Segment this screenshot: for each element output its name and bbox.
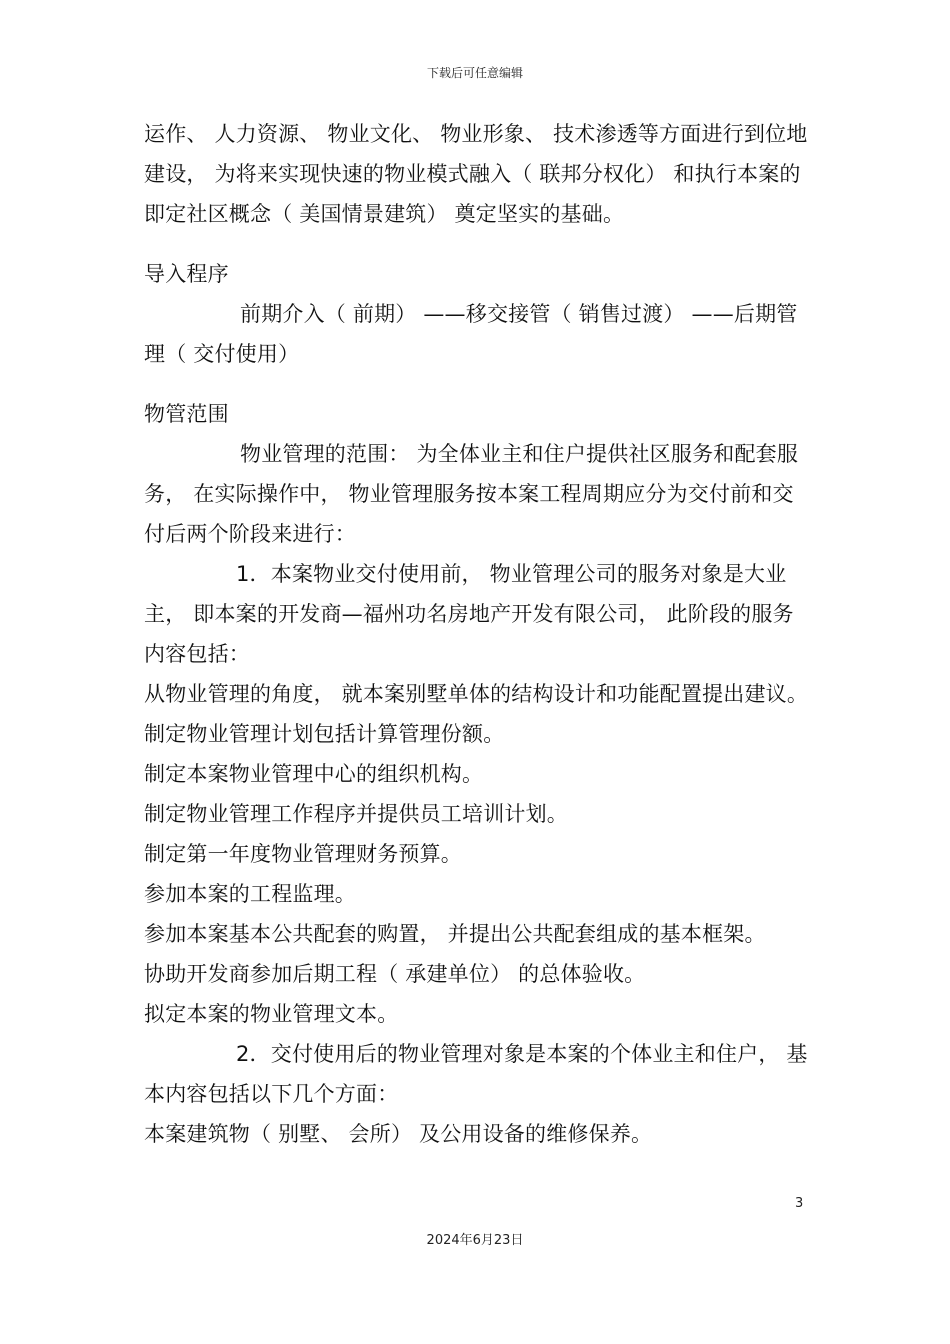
list-item: 参加本案的工程监理。 [144,882,356,906]
page-header: 下载后可任意编辑 [426,66,523,80]
list-item: 协助开发商参加后期工程（ 承建单位） 的总体验收。 [144,962,646,986]
spacer [144,234,814,254]
spacer [144,374,814,394]
heading-import-procedure: 导入程序 [144,262,229,286]
list-item: 本案建筑物（ 别墅、 会所） 及公用设备的维修保养。 [144,1122,653,1146]
list-item: 制定物业管理工作程序并提供员工培训计划。 [144,802,568,826]
list-item: 拟定本案的物业管理文本。 [144,1002,399,1026]
page-number: 3 [795,1196,804,1211]
list-item: 制定物业管理计划包括计算管理份额。 [144,722,505,746]
list-item: 制定第一年度物业管理财务预算。 [144,842,462,866]
list-item: 参加本案基本公共配套的购置， 并提出公共配套组成的基本框架。 [144,922,766,946]
document-body [144,114,814,1154]
paragraph-intro: 运作、 人力资源、 物业文化、 物业形象、 技术渗透等方面进行到位地建设， 为将来实现快速的物业模式融入（ 联邦分权化） 和执行本案的即定社区概念（ 美国情景建筑） 奠定坚实的基础。 [144,122,808,226]
heading-management-scope: 物管范围 [144,402,229,426]
paragraph-scope: 物业管理的范围： 为全体业主和住户提供社区服务和配套服务， 在实际操作中， 物业管理服务按本案工程周期应分为交付前和交付后两个阶段来进行： [144,442,799,546]
page-footer-date: 2024年6月23日 [426,1233,524,1248]
list-item: 从物业管理的角度， 就本案别墅单体的结构设计和功能配置提出建议。 [144,682,809,706]
list-item: 制定本案物业管理中心的组织机构。 [144,762,484,786]
paragraph-after-delivery: 2．交付使用后的物业管理对象是本案的个体业主和住户， 基本内容包括以下几个方面： [144,1042,808,1106]
paragraph-before-delivery: 1．本案物业交付使用前， 物业管理公司的服务对象是大业主， 即本案的开发商—福州功名房地产开发有限公司， 此阶段的服务内容包括： [144,562,794,666]
paragraph-procedure: 前期介入（ 前期） ——移交接管（ 销售过渡） ——后期管理（ 交付使用） [144,302,798,366]
